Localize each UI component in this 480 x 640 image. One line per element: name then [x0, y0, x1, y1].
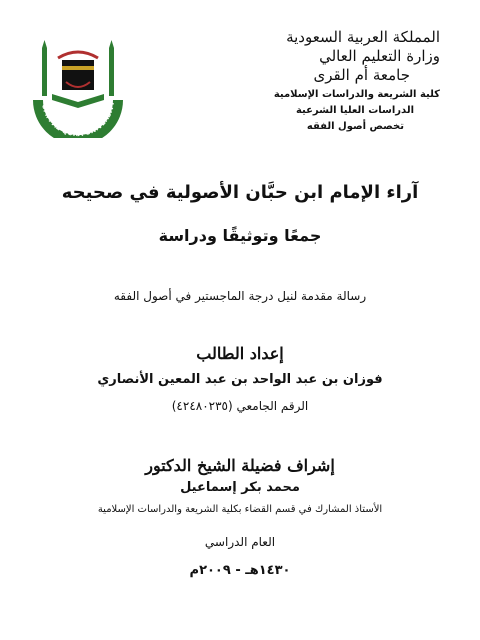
- header-ministry: وزارة التعليم العالي: [319, 47, 440, 65]
- supervisor-label: إشراف فضيلة الشيخ الدكتور: [145, 456, 335, 475]
- umm-al-qura-university-logo-icon: [28, 38, 128, 138]
- academic-year-label: العام الدراسي: [204, 535, 276, 549]
- university-logo: [28, 38, 128, 138]
- header-university: جامعة أم القرى: [313, 66, 410, 84]
- thesis-subtitle: جمعًا وتوثيقًا ودراسة: [158, 226, 322, 245]
- prepared-by-label: إعداد الطالب: [196, 344, 284, 363]
- student-id: الرقم الجامعي (٤٢٤٨٠٢٣٥): [171, 399, 309, 413]
- header-specialization: تخصص أصول الفقه: [306, 121, 404, 132]
- institution-header: [210, 28, 440, 135]
- header-college: كلية الشريعة والدراسات الإسلامية: [273, 89, 440, 100]
- logo-text: UMM AL-QURA UNIVERSITY: [40, 100, 117, 138]
- supervisor-position: الأستاذ المشارك في قسم القضاء بكلية الشريعة والدراسات الإسلامية: [97, 504, 383, 515]
- thesis-title: آراء الإمام ابن حبَّان الأصولية في صحيحه: [61, 182, 419, 203]
- supervisor-name: محمد بكر إسماعيل: [180, 480, 300, 495]
- student-name: فوزان بن عبد الواحد بن عبد المعين الأنصاري: [97, 372, 383, 387]
- academic-year: ١٤٣٠هـ - ٢٠٠٩م: [189, 563, 291, 578]
- header-graduate-studies: الدراسات العليا الشرعية: [295, 105, 414, 116]
- header-kingdom: المملكة العربية السعودية: [286, 28, 440, 46]
- thesis-note: رسالة مقدمة لنيل درجة الماجستير في أصول الفقه: [113, 289, 367, 303]
